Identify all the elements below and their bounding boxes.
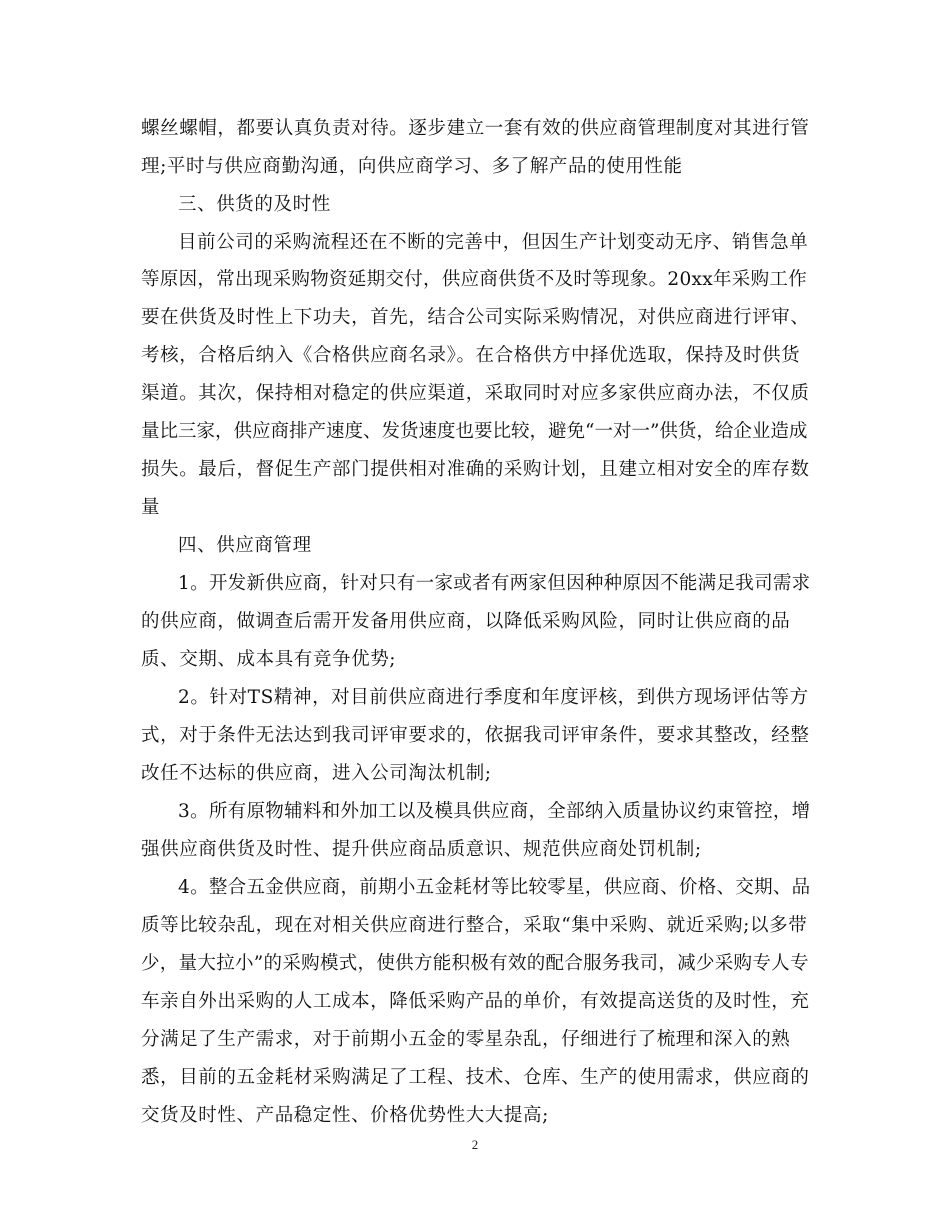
- body-text-line: 强供应商供货及时性、提升供应商品质意识、规范供应商处罚机制;: [141, 839, 702, 860]
- body-text-line: 悉，目前的五金耗材采购满足了工程、技术、仓库、生产的使用需求，供应商的: [141, 1067, 810, 1088]
- body-text-line: 车亲自外出采购的人工成本，降低采购产品的单价，有效提高送货的及时性，充: [141, 991, 810, 1012]
- body-text-line: 1。开发新供应商，针对只有一家或者有两家但因种种原因不能满足我司需求: [178, 573, 811, 594]
- page-number: 2: [471, 1137, 479, 1152]
- body-text-line: 考核，合格后纳入《合格供应商名录》。在合格供方中择优选取，保持及时供货: [141, 345, 801, 366]
- section-heading: 四、供应商管理: [178, 535, 312, 556]
- body-text-line: 的供应商，做调查后需开发备用供应商，以降低采购风险，同时让供应商的品: [141, 611, 791, 632]
- body-text-line: 损失。最后，督促生产部门提供相对准确的采购计划，且建立相对安全的库存数: [141, 459, 810, 480]
- body-text-line: 螺丝螺帽，都要认真负责对待。逐步建立一套有效的供应商管理制度对其进行管: [141, 118, 810, 139]
- body-text-line: 式，对于条件无法达到我司评审要求的，依据我司评审条件，要求其整改，经整: [141, 725, 810, 746]
- body-text-line: 分满足了生产需求，对于前期小五金的零星杂乱，仔细进行了梳理和深入的熟: [141, 1029, 791, 1050]
- body-text-line: 4。整合五金供应商，前期小五金耗材等比较零星，供应商、价格、交期、品: [178, 877, 811, 898]
- body-text-line: 等原因，常出现采购物资延期交付，供应商供货不及时等现象。20xx年采购工作: [141, 269, 808, 290]
- body-text-line: 2。针对TS精神，对目前供应商进行季度和年度评核，到供方现场评估等方: [178, 687, 809, 708]
- body-text-line: 交货及时性、产品稳定性、价格优势性大大提高;: [141, 1105, 549, 1126]
- body-text-line: 量: [141, 497, 161, 518]
- body-text-line: 3。所有原物辅料和外加工以及模具供应商，全部纳入质量协议约束管控，增: [178, 801, 811, 822]
- body-text-line: 量比三家，供应商排产速度、发货速度也要比较，避免“一对一”供货，给企业造成: [141, 421, 808, 442]
- body-text-line: 理;平时与供应商勤沟通，向供应商学习、多了解产品的使用性能: [141, 156, 683, 177]
- body-text-line: 质等比较杂乱，现在对相关供应商进行整合，采取“集中采购、就近采购;以多带: [141, 915, 808, 936]
- body-text-line: 质、交期、成本具有竞争优势;: [141, 649, 397, 670]
- body-text-line: 改任不达标的供应商，进入公司淘汰机制;: [141, 763, 492, 784]
- body-text-line: 渠道。其次，保持相对稳定的供应渠道，采取同时对应多家供应商办法，不仅质: [141, 383, 810, 404]
- body-text-line: 要在供货及时性上下功夫，首先，结合公司实际采购情况，对供应商进行评审、: [141, 307, 810, 328]
- body-text-line: 目前公司的采购流程还在不断的完善中，但因生产计划变动无序、销售急单: [178, 232, 809, 253]
- body-text-line: 少，量大拉小”的采购模式，使供方能积极有效的配合服务我司，减少采购专人专: [141, 953, 809, 974]
- section-heading: 三、供货的及时性: [178, 194, 331, 215]
